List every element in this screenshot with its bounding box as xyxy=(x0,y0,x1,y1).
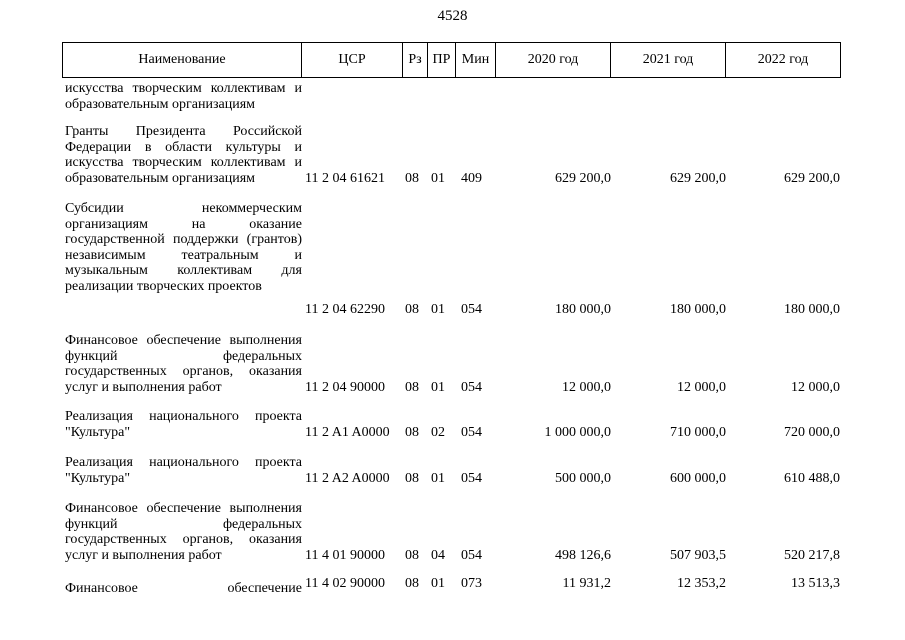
header-2020: 2020 год xyxy=(496,43,611,78)
row-2021: 507 903,5 xyxy=(670,547,726,563)
row-name: Финансовое обеспечение выполнения функций федеральных государственных органов, оказания услуг и выполнения работ xyxy=(65,333,302,395)
header-pr: ПР xyxy=(428,43,456,78)
row-pr: 01 xyxy=(431,170,445,186)
row-min: 073 xyxy=(461,575,482,591)
row-csr: 11 2 A2 A0000 xyxy=(305,470,390,486)
row-min: 054 xyxy=(461,547,482,563)
row-name: Реализация национального проекта "Культура" xyxy=(65,409,302,440)
row-2022: 520 217,8 xyxy=(784,547,840,563)
row-2022: 610 488,0 xyxy=(784,470,840,486)
row-min: 054 xyxy=(461,379,482,395)
row-min: 054 xyxy=(461,301,482,317)
row-2020: 11 931,2 xyxy=(562,575,611,591)
row-rz: 08 xyxy=(405,547,419,563)
table-row xyxy=(62,124,840,186)
row-2020: 12 000,0 xyxy=(562,379,611,395)
row-name: Реализация национального проекта "Культура" xyxy=(65,455,302,486)
row-csr: 11 4 02 90000 xyxy=(305,575,385,591)
row-2022: 180 000,0 xyxy=(784,301,840,317)
table-header xyxy=(62,42,841,78)
row-2021: 710 000,0 xyxy=(670,424,726,440)
continuation-row xyxy=(62,81,840,112)
row-2021: 12 000,0 xyxy=(677,379,726,395)
row-2021: 180 000,0 xyxy=(670,301,726,317)
row-name: Гранты Президента Российской Федерации в области культуры и искусства творческим коллективам и образовательным организациям xyxy=(65,124,302,186)
row-csr: 11 2 A1 A0000 xyxy=(305,424,390,440)
row-pr: 04 xyxy=(431,547,445,563)
row-rz: 08 xyxy=(405,301,419,317)
row-2022: 13 513,3 xyxy=(791,575,840,591)
row-2020: 180 000,0 xyxy=(555,301,611,317)
table-row xyxy=(62,501,840,563)
row-csr: 11 2 04 61621 xyxy=(305,170,385,186)
row-pr: 01 xyxy=(431,575,445,591)
row-2022: 629 200,0 xyxy=(784,170,840,186)
row-2021: 12 353,2 xyxy=(677,575,726,591)
header-2021: 2021 год xyxy=(611,43,726,78)
row-name: Финансовое обеспечение xyxy=(65,581,302,596)
row-rz: 08 xyxy=(405,470,419,486)
row-2020: 498 126,6 xyxy=(555,547,611,563)
row-2020: 629 200,0 xyxy=(555,170,611,186)
row-pr: 01 xyxy=(431,301,445,317)
row-2022: 12 000,0 xyxy=(791,379,840,395)
header-name: Наименование xyxy=(63,43,302,78)
row-2020: 500 000,0 xyxy=(555,470,611,486)
page-number: 4528 xyxy=(437,8,468,24)
table-row xyxy=(62,409,840,440)
row-2022: 720 000,0 xyxy=(784,424,840,440)
row-csr: 11 2 04 62290 xyxy=(305,301,385,317)
row-2021: 629 200,0 xyxy=(670,170,726,186)
row-rz: 08 xyxy=(405,575,419,591)
row-csr: 11 4 01 90000 xyxy=(305,547,385,563)
row-rz: 08 xyxy=(405,379,419,395)
row-rz: 08 xyxy=(405,170,419,186)
row-min: 054 xyxy=(461,470,482,486)
row-2021: 600 000,0 xyxy=(670,470,726,486)
row-csr: 11 2 04 90000 xyxy=(305,379,385,395)
row-pr: 02 xyxy=(431,424,445,440)
header-min: Мин xyxy=(456,43,496,78)
row-2020: 1 000 000,0 xyxy=(544,424,611,440)
continuation-text: искусства творческим коллективам и образовательным организациям xyxy=(65,81,302,112)
table-row xyxy=(62,201,840,317)
table-row xyxy=(62,333,840,395)
header-rz: Рз xyxy=(403,43,428,78)
table-row xyxy=(62,455,840,486)
row-pr: 01 xyxy=(431,379,445,395)
table-row xyxy=(62,575,840,596)
row-name: Финансовое обеспечение выполнения функций федеральных государственных органов, оказания услуг и выполнения работ xyxy=(65,501,302,563)
row-pr: 01 xyxy=(431,470,445,486)
row-min: 054 xyxy=(461,424,482,440)
row-name: Субсидии некоммерческим организациям на оказание государственной поддержки (грантов) независимым театральным и музыкальным коллективам для реализации творческих проектов xyxy=(65,201,302,294)
header-csr: ЦСР xyxy=(302,43,403,78)
header-2022: 2022 год xyxy=(726,43,841,78)
row-min: 409 xyxy=(461,170,482,186)
row-rz: 08 xyxy=(405,424,419,440)
